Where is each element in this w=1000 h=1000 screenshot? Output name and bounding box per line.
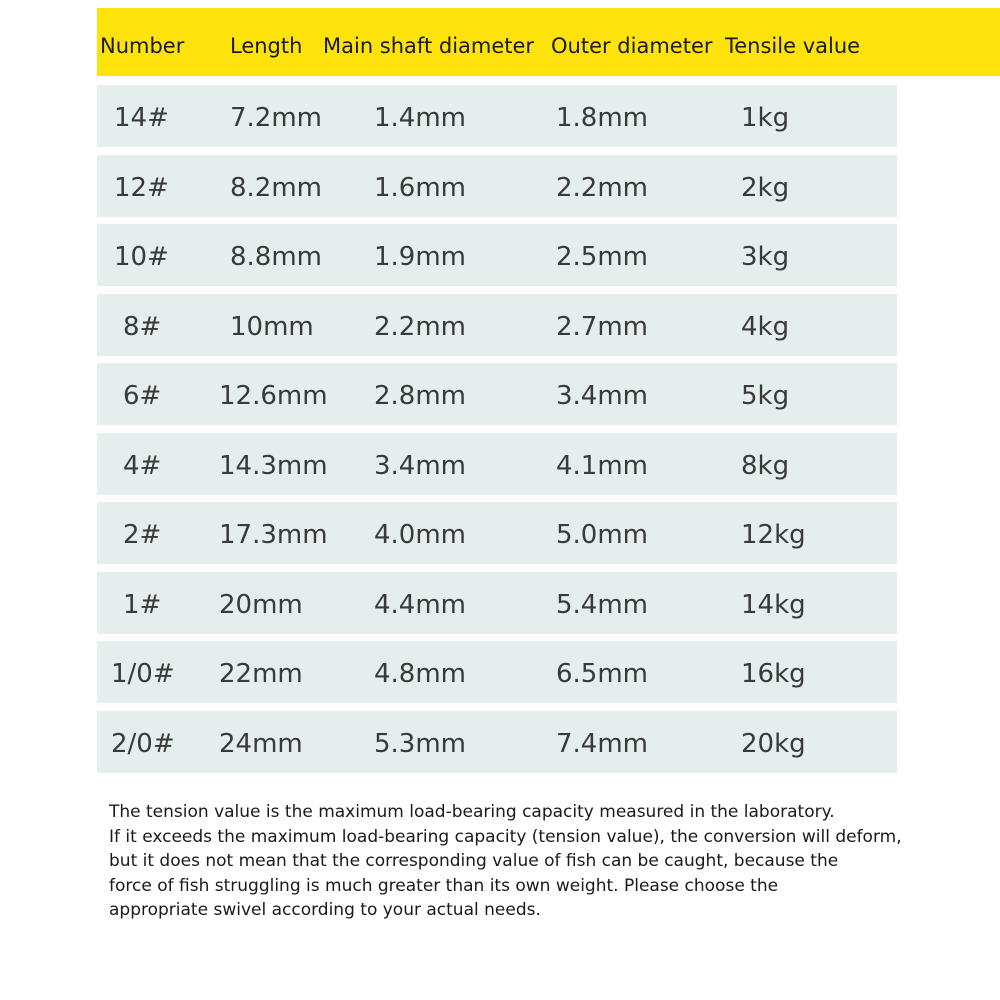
cell-number: 8# [123, 312, 162, 342]
cell-outer-diameter: 6.5mm [556, 659, 649, 689]
cell-length: 12.6mm [219, 381, 328, 411]
cell-outer-diameter: 5.0mm [556, 520, 649, 550]
cell-number: 10# [114, 242, 169, 272]
table-row [97, 363, 897, 425]
cell-outer-diameter: 2.5mm [556, 242, 649, 272]
header-number: Number [100, 34, 185, 58]
cell-tensile-value: 8kg [741, 451, 790, 481]
note-line: The tension value is the maximum load-bearing capacity measured in the laboratory. [109, 802, 835, 822]
cell-length: 24mm [219, 729, 303, 759]
cell-tensile-value: 5kg [741, 381, 790, 411]
cell-tensile-value: 20kg [741, 729, 806, 759]
table-row [97, 294, 897, 356]
header-length: Length [230, 34, 303, 58]
tension-note [109, 800, 979, 923]
cell-number: 2# [123, 520, 162, 550]
table-row [97, 572, 897, 634]
cell-outer-diameter: 7.4mm [556, 729, 649, 759]
cell-main-shaft-diameter: 2.8mm [374, 381, 467, 411]
cell-main-shaft-diameter: 4.4mm [374, 590, 467, 620]
cell-tensile-value: 12kg [741, 520, 806, 550]
table-row [97, 155, 897, 217]
table-row [97, 433, 897, 495]
cell-length: 7.2mm [230, 103, 323, 133]
cell-number: 1# [123, 590, 162, 620]
cell-number: 12# [114, 173, 169, 203]
table-row [97, 641, 897, 703]
cell-tensile-value: 1kg [741, 103, 790, 133]
cell-length: 8.2mm [230, 173, 323, 203]
cell-main-shaft-diameter: 5.3mm [374, 729, 467, 759]
cell-main-shaft-diameter: 1.9mm [374, 242, 467, 272]
cell-tensile-value: 3kg [741, 242, 790, 272]
cell-tensile-value: 4kg [741, 312, 790, 342]
note-line: force of fish struggling is much greater than its own weight. Please choose the [109, 875, 779, 896]
table-row [97, 85, 897, 147]
cell-length: 20mm [219, 590, 303, 620]
cell-tensile-value: 2kg [741, 173, 790, 203]
table-row [97, 224, 897, 286]
table-header [97, 8, 1000, 76]
cell-length: 8.8mm [230, 242, 323, 272]
cell-length: 17.3mm [219, 520, 328, 550]
cell-number: 4# [123, 451, 162, 481]
cell-tensile-value: 14kg [741, 590, 806, 620]
note-line: but it does not mean that the corresponding value of fish can be caught, because the [109, 851, 839, 871]
note-line: If it exceeds the maximum load-bearing capacity (tension value), the conversion will deform, [109, 826, 902, 847]
cell-number: 14# [114, 103, 169, 133]
cell-number: 1/0# [111, 659, 175, 689]
cell-main-shaft-diameter: 2.2mm [374, 312, 467, 342]
cell-tensile-value: 16kg [741, 659, 806, 689]
cell-length: 10mm [230, 312, 314, 342]
note-line: appropriate swivel according to your actual needs. [109, 900, 541, 920]
header-main-shaft-diameter: Main shaft diameter [323, 34, 535, 58]
table-row [97, 502, 897, 564]
header-tensile-value: Tensile value [725, 34, 861, 58]
cell-outer-diameter: 3.4mm [556, 381, 649, 411]
cell-main-shaft-diameter: 4.0mm [374, 520, 467, 550]
header-outer-diameter: Outer diameter [551, 34, 713, 58]
cell-main-shaft-diameter: 4.8mm [374, 659, 467, 689]
cell-outer-diameter: 2.2mm [556, 173, 649, 203]
cell-number: 2/0# [111, 729, 175, 759]
table-row [97, 711, 897, 773]
cell-outer-diameter: 5.4mm [556, 590, 649, 620]
cell-outer-diameter: 2.7mm [556, 312, 649, 342]
cell-length: 14.3mm [219, 451, 328, 481]
cell-main-shaft-diameter: 3.4mm [374, 451, 467, 481]
cell-main-shaft-diameter: 1.6mm [374, 173, 467, 203]
cell-outer-diameter: 4.1mm [556, 451, 649, 481]
cell-outer-diameter: 1.8mm [556, 103, 649, 133]
cell-length: 22mm [219, 659, 303, 689]
cell-number: 6# [123, 381, 162, 411]
cell-main-shaft-diameter: 1.4mm [374, 103, 467, 133]
